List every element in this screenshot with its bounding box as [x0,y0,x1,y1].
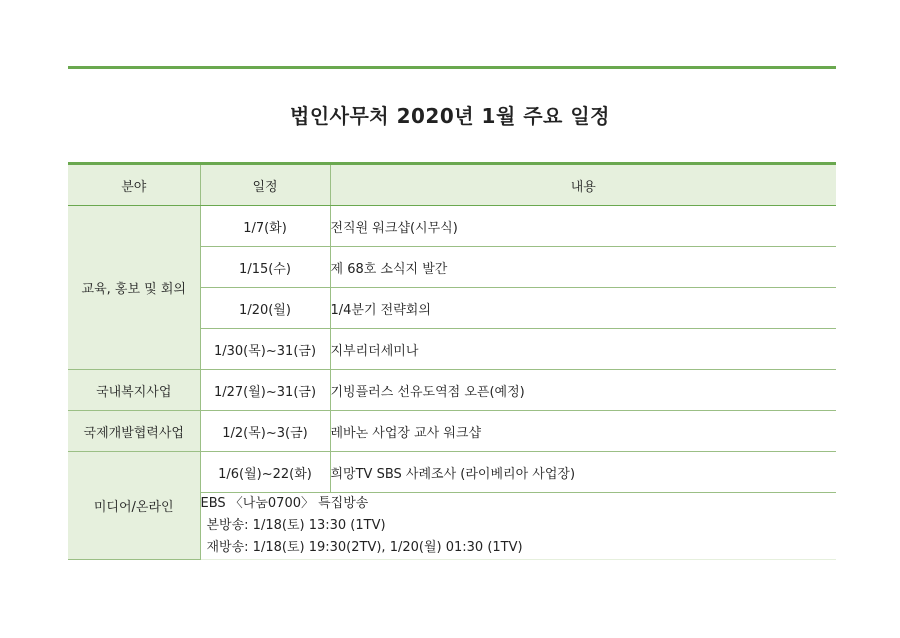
field-cell: 교육, 홍보 및 회의 [68,206,200,370]
content-cell: 희망TV SBS 사례조사 (라이베리아 사업장) [330,452,836,493]
broadcast-premiere: 본방송: 1/18(토) 13:30 (1TV) [206,518,386,533]
content-cell: 전직원 워크샵(시무식) [330,206,836,247]
broadcast-rerun: 재방송: 1/18(토) 19:30(2TV), 1/20(월) 01:30 (1TV) [206,540,523,555]
content-cell: 레바논 사업장 교사 워크샵 [330,411,836,452]
field-cell: 국내복지사업 [68,370,200,411]
date-cell: 1/6(월)~22(화) [200,452,330,493]
date-cell: 1/30(목)~31(금) [200,329,330,370]
date-cell: 1/7(화) [200,206,330,247]
broadcast-cell [200,493,836,560]
header-content: 내용 [330,164,836,206]
table-row [68,370,836,411]
content-cell: 지부리더세미나 [330,329,836,370]
date-cell: 1/2(목)~3(금) [200,411,330,452]
date-cell: 1/15(수) [200,247,330,288]
broadcast-title: EBS 〈나눔0700〉 특집방송 [200,496,369,511]
table-row [68,206,836,247]
page-title: 법인사무처 2020년 1월 주요 일정 [290,104,610,128]
header-field: 분야 [68,164,200,206]
table-header-row [68,164,836,206]
date-cell: 1/20(월) [200,288,330,329]
field-cell: 국제개발협력사업 [68,411,200,452]
schedule-table [68,162,836,560]
table-row [68,452,836,493]
header-date: 일정 [200,164,330,206]
content-cell: 1/4분기 전략회의 [330,288,836,329]
date-cell: 1/27(월)~31(금) [200,370,330,411]
top-rule [68,66,836,69]
field-cell: 미디어/온라인 [68,452,200,560]
content-cell: 제 68호 소식지 발간 [330,247,836,288]
content-cell: 기빙플러스 선유도역점 오픈(예정) [330,370,836,411]
table-row [68,411,836,452]
